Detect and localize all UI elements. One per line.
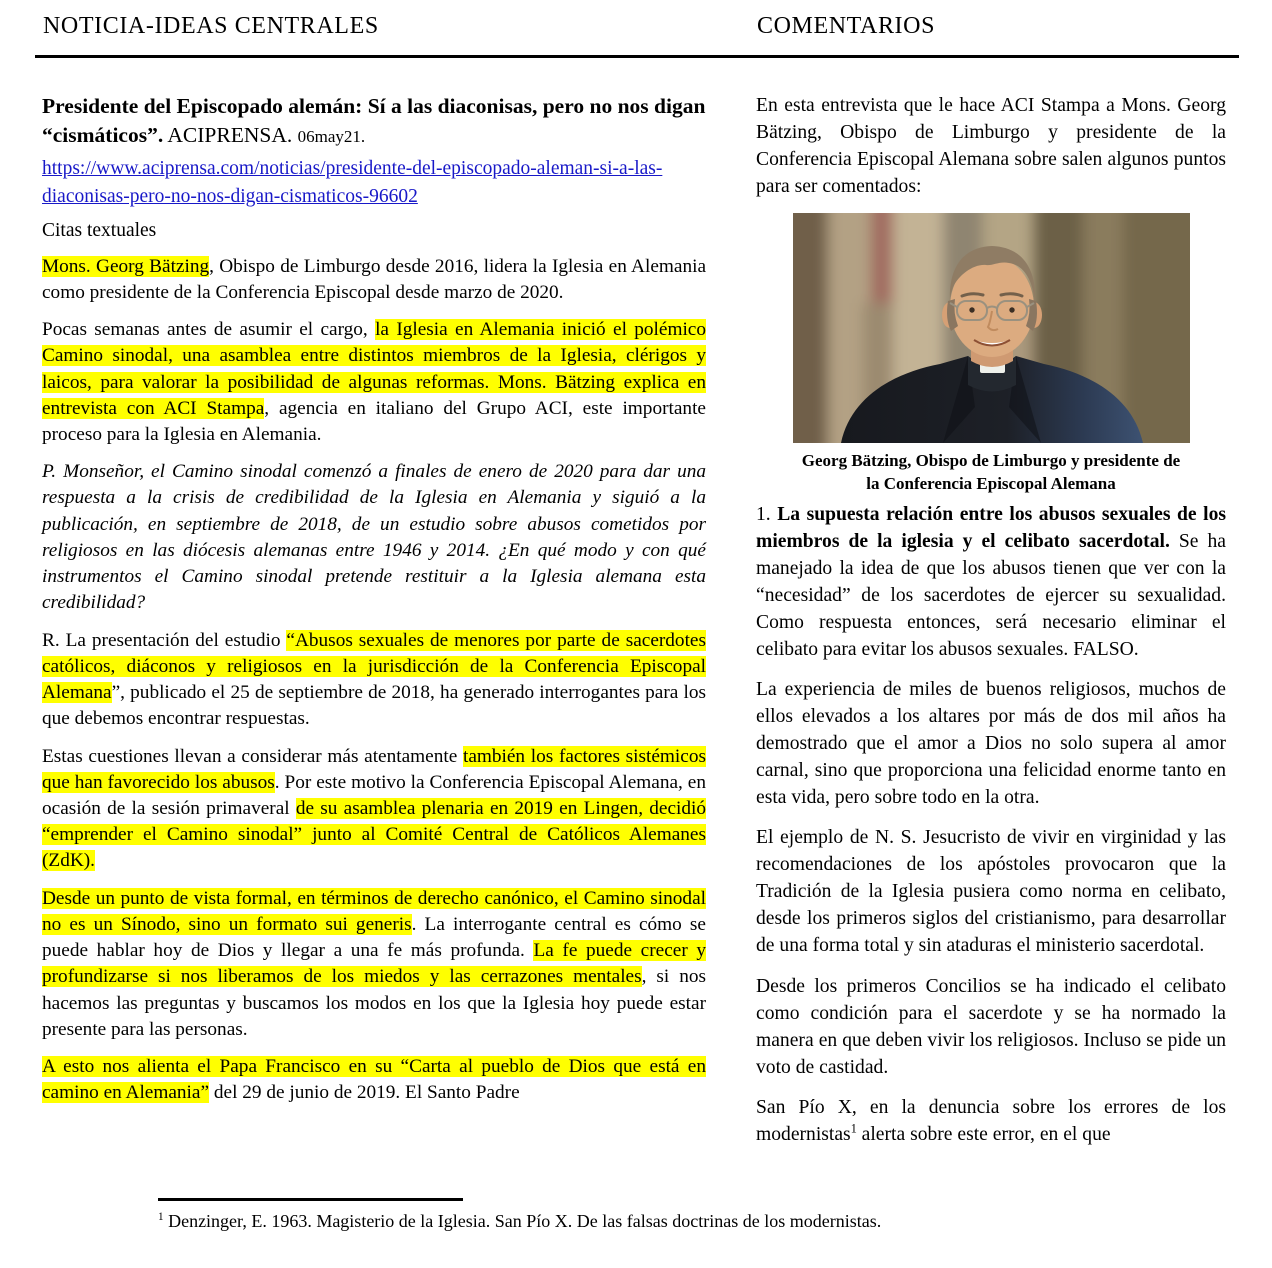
paragraph-formal-view: Desde un punto de vista formal, en términos de derecho canónico, el Camino sinodal no es un Sínodo, sino un formato sui generis. La interrogante central es cómo se puede hablar hoy de Dios y llegar a una fe más profunda. La fe puede crecer y profundizarse si nos liberamos de los miedos y las cerrazones mentales, si nos hacemos las preguntas y buscamos los modos en los que la Iglesia hoy puede estar presente para las personas. — [42, 887, 706, 1040]
header-divider-rule — [35, 55, 1239, 58]
citas-label: Citas textuales — [42, 219, 157, 241]
bishop-portrait-photo — [793, 213, 1190, 443]
comment-paragraph-san-pio: San Pío X, en la denuncia sobre los errores de los modernistas$^1$ alerta sobre este error, en el que — [756, 1096, 1226, 1145]
paragraph-question-italic: P. Monseñor, el Camino sinodal comenzó a finales de enero de 2020 para dar una respuesta a la crisis de credibilidad de la Iglesia en Alemania y siguió a la publicación, en septiembre de 2018, de un estudio sobre abusos cometidos por religiosos en las diócesis alemanas entre 1946 y 2014. ¿En qué modo y con qué instrumentos el Camino sinodal pretende restituir a la Iglesia alemana esta credibilidad? — [42, 461, 706, 614]
column-header-comentarios: COMENTARIOS — [757, 13, 936, 39]
article-link[interactable]: https://www.aciprensa.com/noticias/presidente-del-episcopado-aleman-si-a-las-diaconisas-pero-no-nos-digan-cismaticos-96602 — [42, 158, 663, 207]
photo-caption: Georg Bätzing, Obispo de Limburgo y presidente de la Conferencia Episcopal Alemana — [801, 451, 1181, 493]
comment-item-1: 1. La supuesta relación entre los abusos sexuales de los miembros de la iglesia y el celibato sacerdotal. Se ha manejado la idea de que los abusos tienen que ver con la “necesidad” de los sacerdotes de ejercer su sexualidad. Como respuesta entonces, será necesario eliminar el celibato para evitar los abusos sexuales. FALSO. — [756, 504, 1227, 661]
article-title: Presidente del Episcopado alemán: Sí a las diaconisas, pero no nos digan “cismáticos”. ACIPRENSA. 06may21. — [42, 94, 706, 147]
comment-paragraph-concilios: Desde los primeros Concilios se ha indicado el celibato como condición para el sacerdote y se ha normado la manera en que deben vivir los religiosos. Incluso se pide un voto de castidad. — [756, 975, 1226, 1078]
paragraph-quote-1: Mons. Georg Bätzing, Obispo de Limburgo desde 2016, lidera la Iglesia en Alemania como presidente de la Conferencia Episcopal desde marzo de 2020. — [42, 255, 706, 303]
right-column-comentarios — [756, 92, 1226, 1161]
paragraph-answer-study: R. La presentación del estudio “Abusos sexuales de menores por parte de sacerdotes católicos, diáconos y religiosos en la jurisdicción de la Conferencia Episcopal Alemana”, publicado el 25 de septiembre de 2018, ha generado interrogantes para los que debemos encontrar respuestas. — [42, 629, 706, 730]
column-header-noticia: NOTICIA-IDEAS CENTRALES — [43, 13, 379, 39]
footnote-area — [158, 1198, 1168, 1233]
paragraph-papa-francisco: A esto nos alienta el Papa Francisco en su “Carta al pueblo de Dios que está en camino en Alemania” del 29 de junio de 2019. El Santo Padre — [42, 1056, 706, 1104]
comment-paragraph-experience: La experiencia de miles de buenos religiosos, muchos de ellos elevados a los altares por más de dos mil años ha demostrado que el amor a Dios no solo supera al amor carnal, sino que proporciona una felicidad enorme tanto en esta vida, pero sobre todo en la otra. — [756, 679, 1226, 809]
paragraph-systemic-factors: Estas cuestiones llevan a considerar más atentamente también los factores sistémicos que han favorecido los abusos. Por este motivo la Conferencia Episcopal Alemana, en ocasión de la sesión primaveral de su asamblea plenaria en 2019 en Lingen, decidió “emprender el Camino sinodal” junto al Comité Central de Católicos Alemanes (ZdK). — [42, 745, 707, 872]
intro-paragraph: En esta entrevista que le hace ACI Stampa a Mons. Georg Bätzing, Obispo de Limburgo y presidente de la Conferencia Episcopal Alemana sobre salen algunos puntos para ser comentados: — [756, 95, 1226, 198]
two-column-body — [42, 92, 1226, 1161]
paragraph-quote-2: Pocas semanas antes de asumir el cargo, la Iglesia en Alemania inició el polémico Camino sinodal, una asamblea entre distintos miembros de la Iglesia, clérigos y laicos, para valorar la posibilidad de algunas reformas. Mons. Bätzing explica en entrevista con ACI Stampa, agencia en italiano del Grupo ACI, este importante proceso para la Iglesia en Alemania. — [42, 319, 706, 445]
comment-paragraph-example: El ejemplo de N. S. Jesucristo de vivir en virginidad y las recomendaciones de los apóstoles provocaron que la Tradición de la Iglesia pusiera como norma en celibato, desde los primeros siglos del cristianismo, para desarrollar de una forma total y sin ataduras el ministerio sacerdotal. — [756, 827, 1226, 957]
bishop-photo-figure — [793, 213, 1190, 495]
footnote-separator-rule — [158, 1198, 463, 1201]
left-column-noticia — [42, 92, 706, 1161]
footnote-text: $^1$ Denzinger, E. 1963. Magisterio de la Iglesia. San Pío X. De las falsas doctrinas de los modernistas. — [158, 1211, 882, 1231]
